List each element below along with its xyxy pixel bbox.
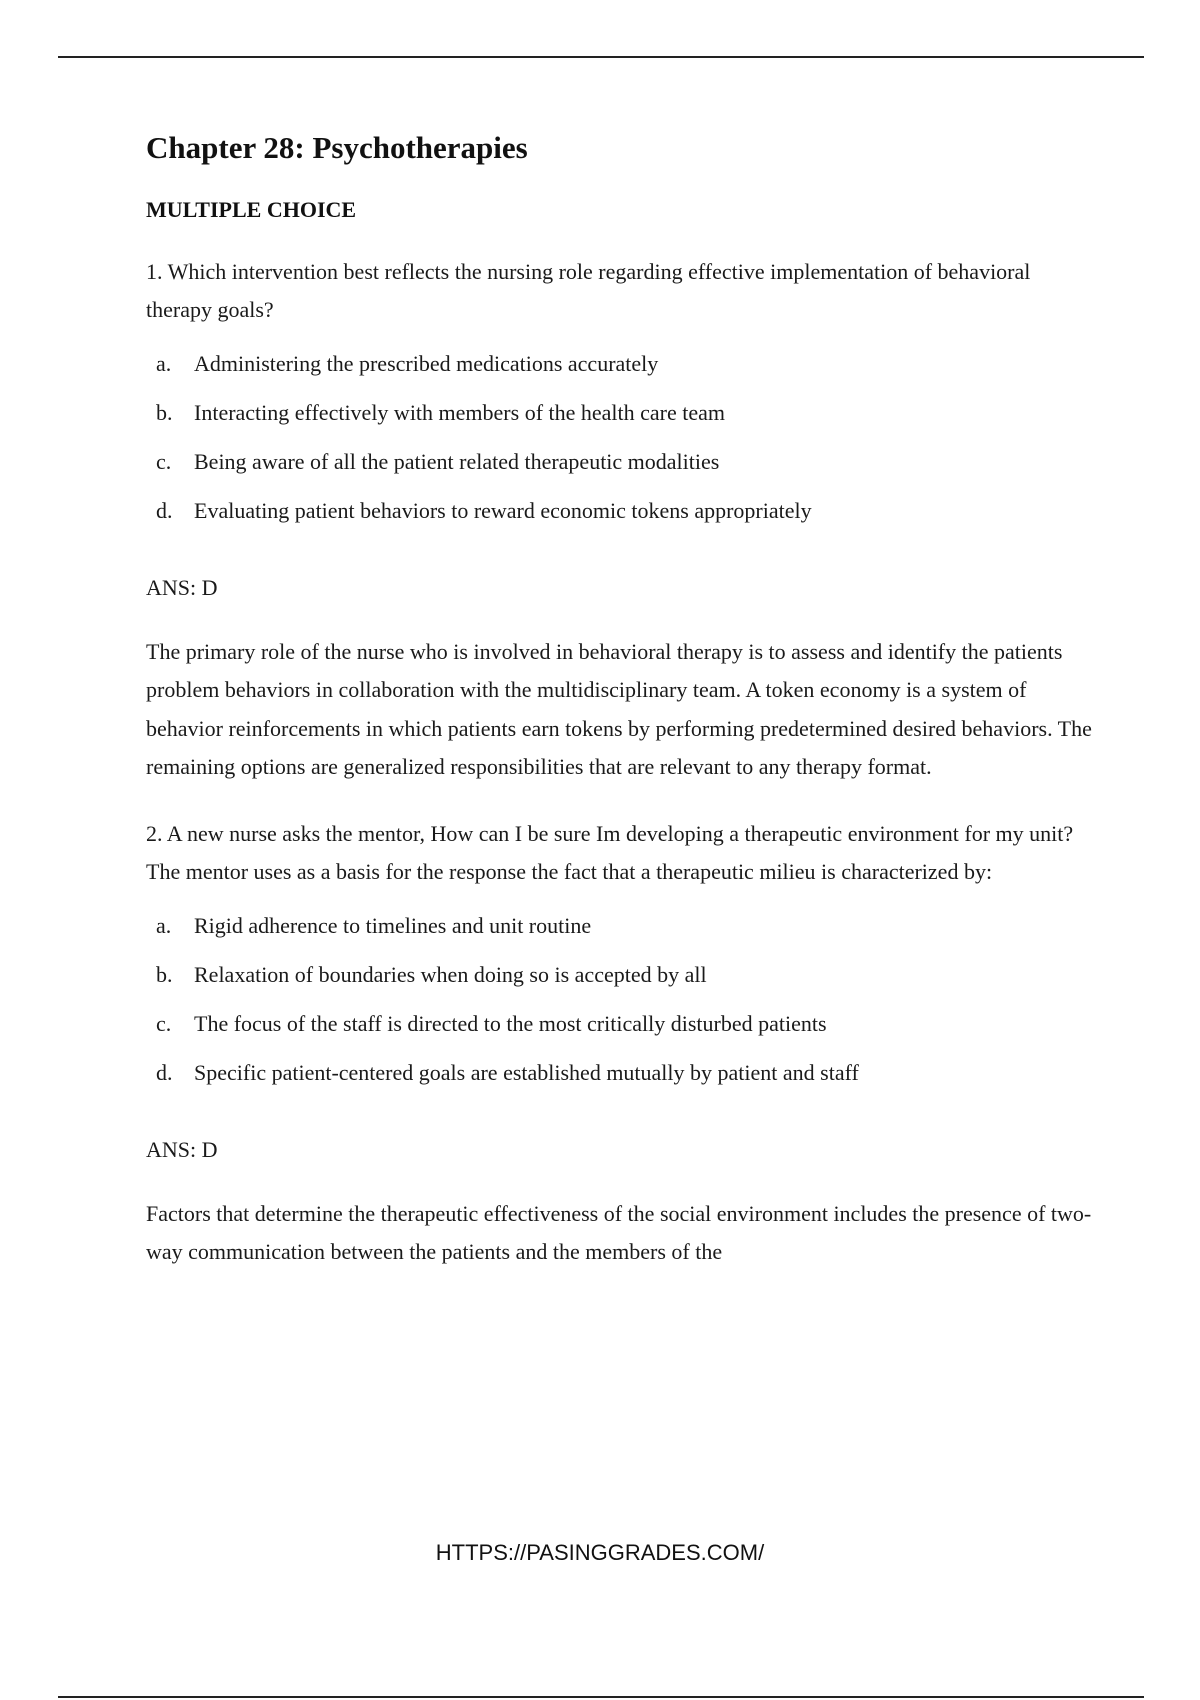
footer-url[interactable]: HTTPS://PASINGGRADES.COM/ [435,1540,765,1565]
option-item [146,1058,1096,1088]
option-text: Relaxation of boundaries when doing so is accepted by all [194,961,707,987]
page-content [146,128,1096,1272]
option-letter: d. [156,497,173,523]
option-text: Interacting effectively with members of the health care team [194,399,726,425]
option-item [146,911,1096,941]
question-block [146,253,1096,787]
explanation-text: Factors that determine the therapeutic effectiveness of the social environment includes the presence of two-way communication between the patients and the members of the [146,1200,1092,1265]
option-letter: d. [156,1059,173,1085]
option-text: Being aware of all the patient related therapeutic modalities [194,448,720,474]
option-item [146,960,1096,990]
options-list [146,349,1096,526]
option-text: Evaluating patient behaviors to reward economic tokens appropriately [194,497,812,523]
option-text: The focus of the staff is directed to the most critically disturbed patients [194,1010,827,1036]
option-text: Administering the prescribed medications accurately [194,350,659,376]
answer-label: ANS: D [146,574,218,600]
question-text: 1. Which intervention best reflects the nursing role regarding effective implementation of behavioral therapy goals? [146,258,1031,322]
section-heading: MULTIPLE CHOICE [146,197,357,223]
option-letter: b. [156,399,173,425]
option-text: Specific patient-centered goals are established mutually by patient and staff [194,1059,859,1085]
option-letter: c. [156,448,172,474]
option-letter: a. [156,912,172,938]
option-item [146,398,1096,428]
bottom-rule [58,1696,1144,1698]
option-item [146,447,1096,477]
options-list [146,911,1096,1088]
explanation-text: The primary role of the nurse who is involved in behavioral therapy is to assess and identify the patients problem behaviors in collaboration with the multidisciplinary team. A token economy is a system of behavior reinforcements in which patients earn tokens by performing predetermined desired behaviors. The remaining options are generalized responsibilities that are relevant to any therapy format. [146,638,1092,780]
top-rule [58,56,1144,58]
chapter-title: Chapter 28: Psychotherapies [146,130,528,165]
option-item [146,1009,1096,1039]
question-block [146,815,1096,1272]
option-letter: a. [156,350,172,376]
question-text: 2. A new nurse asks the mentor, How can I be sure Im developing a therapeutic environment for my unit? The mentor uses as a basis for the response the fact that a therapeutic milieu is characterized by: [146,820,1074,884]
option-item [146,496,1096,526]
answer-label: ANS: D [146,1136,218,1162]
option-letter: c. [156,1010,172,1036]
option-text: Rigid adherence to timelines and unit routine [194,912,592,938]
option-letter: b. [156,961,173,987]
option-item [146,349,1096,379]
